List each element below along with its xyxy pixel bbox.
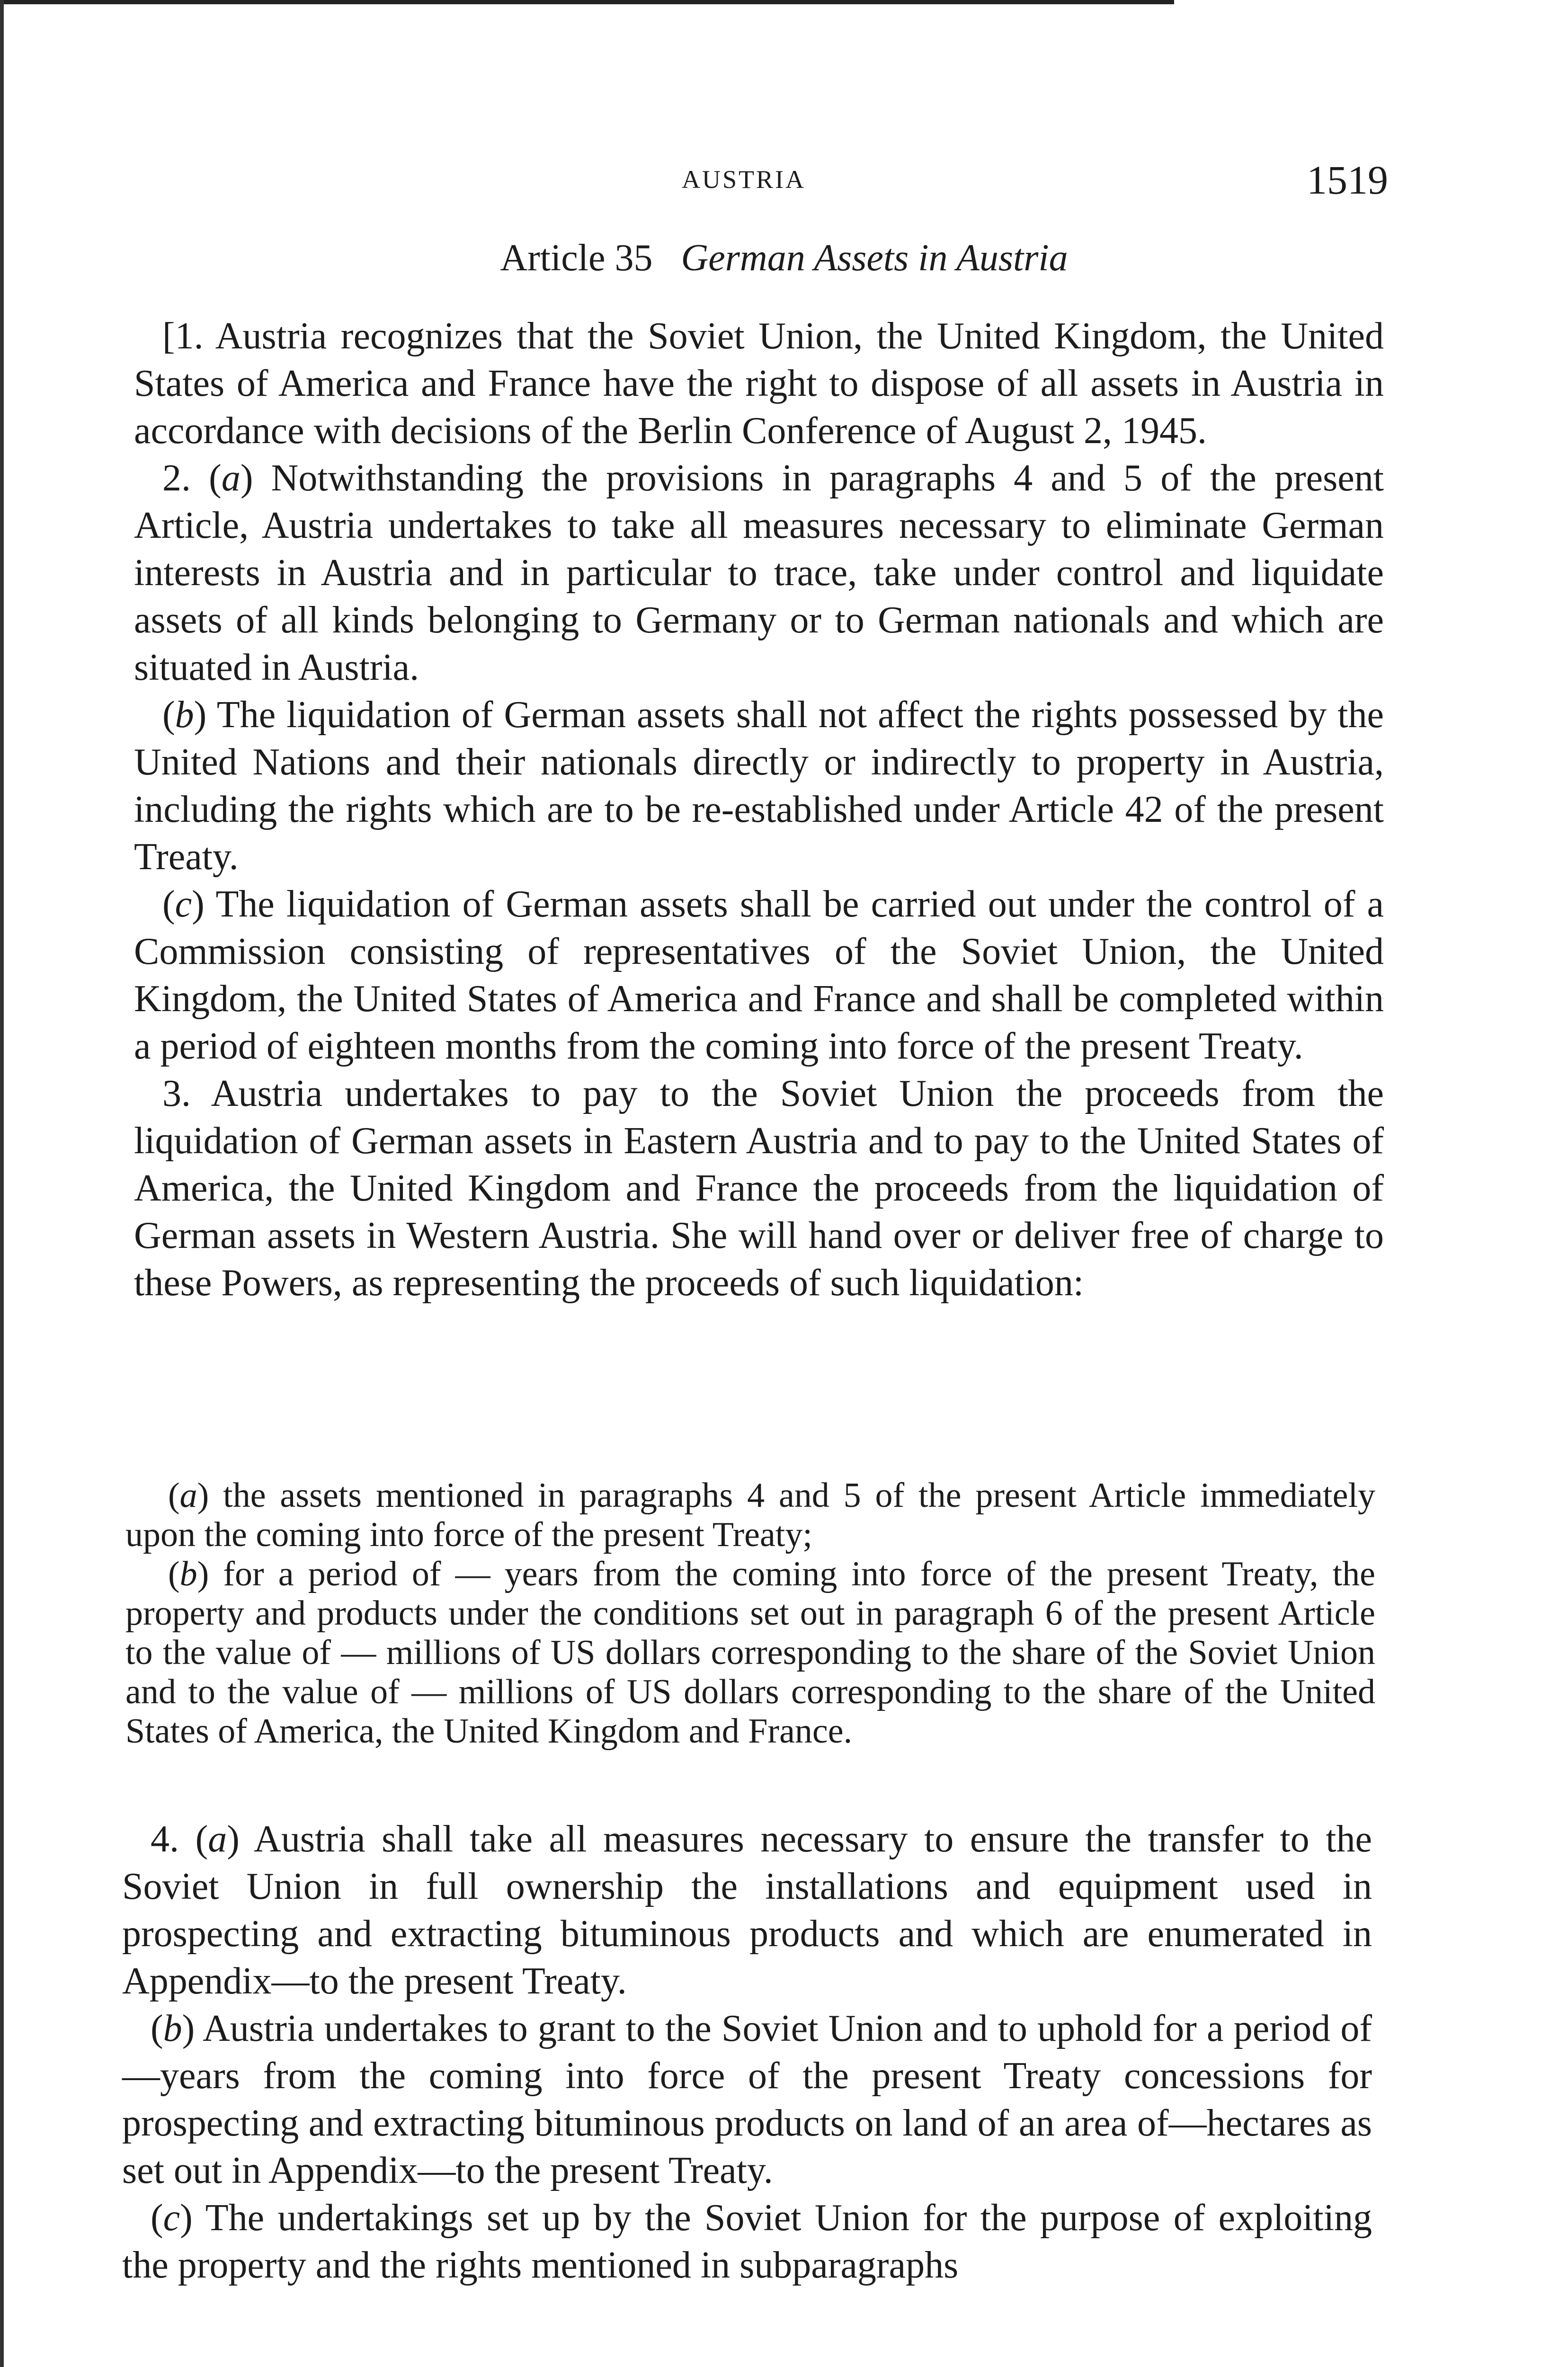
- paragraph-4c: (c) The undertakings set up by the Soviet Union for the purpose of exploiting the property and the rights mentioned in subparagraphs: [122, 2197, 1372, 2286]
- paragraphs-block-2: [125, 1476, 1375, 1751]
- top-border-rule: [0, 0, 1174, 4]
- page-number: 1519: [1307, 157, 1388, 203]
- subparagraph-a: (a) the assets mentioned in paragraphs 4 and 5 of the present Article immediately upon the coming into force of the present Treaty;: [125, 1476, 1375, 1554]
- page-header: [682, 156, 1388, 208]
- paragraph-4b: (b) Austria undertakes to grant to the Soviet Union and to uphold for a period of—years from the coming into force of the present Treaty concessions for prospecting and extracting bituminous products on land of an area of—hectares as set out in Appendix—to the present Treaty.: [122, 2008, 1372, 2191]
- article-heading: [0, 237, 1568, 280]
- paragraph-2b: (b) The liquidation of German assets shall not affect the rights possessed by the United Nations and their nationals directly or indirectly to property in Austria, including the rights which are to be re-established under Article 42 of the present Treaty.: [134, 694, 1384, 878]
- paragraph-2a: 2. (a) Notwithstanding the provisions in paragraphs 4 and 5 of the present Article, Austria undertakes to take all measures necessary to eliminate German interests in Austria and in particular to trace, take under control and liquidate assets of all kinds belonging to Germany or to German nationals and which are situated in Austria.: [134, 457, 1384, 688]
- subparagraph-b: (b) for a period of — years from the coming into force of the present Treaty, the property and products under the conditions set out in paragraph 6 of the present Article to the value of — millions of US dollars corresponding to the share of the Soviet Union and to the value of — millions of US dollars corresponding to the share of the United States of America, the United Kingdom and France.: [125, 1555, 1375, 1751]
- paragraph-1: [1. Austria recognizes that the Soviet Union, the United Kingdom, the United States of America and France have the right to dispose of all assets in Austria in accordance with decisions of the Berlin Conference of August 2, 1945.: [134, 315, 1384, 452]
- article-title: German Assets in Austria: [681, 237, 1068, 279]
- paragraphs-block-1: [134, 312, 1384, 1307]
- paragraph-3: 3. Austria undertakes to pay to the Soviet Union the proceeds from the liquidation of German assets in Eastern Austria and to pay to the United States of America, the United Kingdom and France the proceeds from the liquidation of German assets in Western Austria. She will hand over or deliver free of charge to these Powers, as representing the proceeds of such liquidation:: [134, 1073, 1384, 1304]
- left-border-rule: [0, 0, 4, 2367]
- running-head: AUSTRIA: [682, 165, 806, 194]
- paragraph-2c: (c) The liquidation of German assets shall be carried out under the control of a Commission consisting of representatives of the Soviet Union, the United Kingdom, the United States of America and France and shall be completed within a period of eighteen months from the coming into force of the present Treaty.: [134, 883, 1384, 1067]
- paragraph-4a: 4. (a) Austria shall take all measures necessary to ensure the transfer to the Soviet Union in full ownership the installations and equipment used in prospecting and extracting bituminous products and which are enumerated in Appendix—to the present Treaty.: [122, 1818, 1372, 2002]
- paragraphs-block-3: [122, 1815, 1372, 2289]
- article-number: Article 35: [500, 237, 653, 279]
